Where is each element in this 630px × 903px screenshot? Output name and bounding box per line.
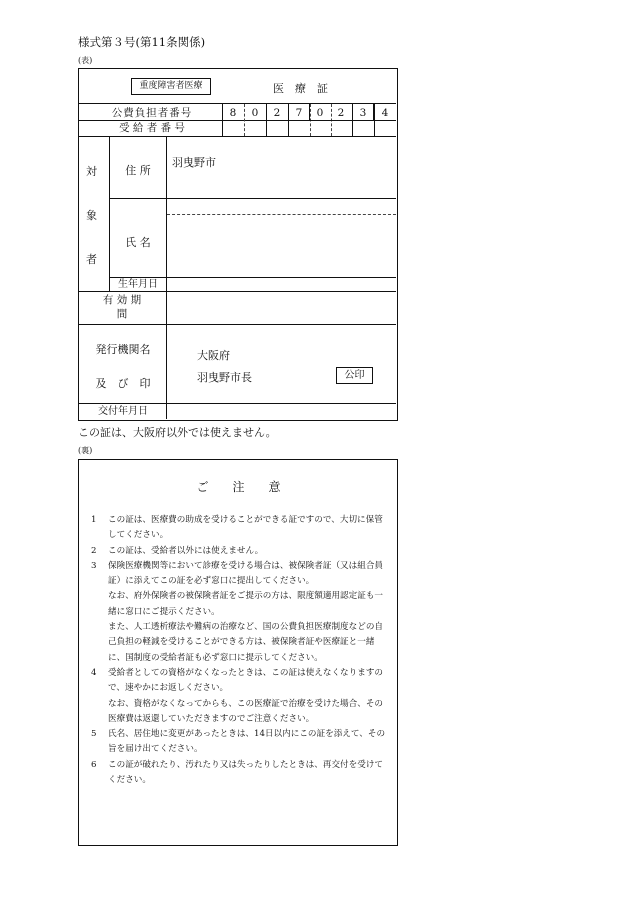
recipient-number-label: 受 給 者 番 号 bbox=[119, 122, 185, 134]
item-number: 6 bbox=[91, 759, 97, 770]
birth-date-label: 生年月日 bbox=[118, 279, 158, 290]
subject-char: 象 bbox=[86, 209, 97, 222]
item-number: 1 bbox=[91, 515, 97, 525]
back-label: (裏) bbox=[78, 446, 93, 455]
item-number: 2 bbox=[91, 545, 97, 556]
item-text: 受給者としての資格がなくなったときは、この証は使えなくなりますので、速やかにお返しください。 bbox=[108, 667, 384, 694]
item-text: この証は、受給者以外には使えません。 bbox=[108, 545, 264, 556]
payer-digit: 0 bbox=[251, 107, 259, 119]
list-item bbox=[91, 544, 391, 559]
item-number: 5 bbox=[91, 729, 97, 740]
notice-title: ご 注 意 bbox=[196, 480, 281, 494]
item-text: また、人工透析療法や難病の治療など、国の公費負担医療制度などの自己負担の軽減を受けることができる方は、被保険者証や医療証と一緒に、国制度の受給者証も必ず窓口に提示してください。 bbox=[108, 622, 384, 663]
payer-digit: 3 bbox=[359, 107, 367, 119]
list-item bbox=[91, 758, 391, 789]
card-title: 医 療 証 bbox=[273, 82, 328, 95]
payer-digit: 0 bbox=[316, 107, 324, 119]
payer-digit: 8 bbox=[229, 107, 237, 119]
list-item bbox=[91, 513, 391, 544]
address-label: 住 所 bbox=[125, 164, 151, 177]
payer-digit: 7 bbox=[295, 107, 303, 119]
list-item bbox=[91, 666, 391, 727]
item-number: 3 bbox=[91, 560, 97, 571]
item-text: 氏名、居住地に変更があったときは、14日以内にこの証を添えて、その旨を届け出てください。 bbox=[108, 729, 386, 755]
item-text: なお、資格がなくなってからも、この医療証で治療を受けた場合、その医療費は返還していただきますのでご注意ください。 bbox=[108, 698, 384, 724]
notice-list bbox=[91, 513, 391, 788]
program-badge: 重度障害者医療 bbox=[131, 78, 211, 95]
form-title: 様式第３号(第11条関係) bbox=[78, 35, 206, 49]
name-label: 氏 名 bbox=[125, 236, 151, 249]
issuer-mayor: 羽曳野市長 bbox=[197, 371, 252, 384]
issuer-label: 及 び 印 bbox=[95, 377, 151, 390]
item-text: この証は、医療費の助成を受けることができる証ですので、大切に保管してください。 bbox=[108, 515, 383, 541]
list-item bbox=[91, 559, 391, 666]
official-seal: 公印 bbox=[336, 367, 373, 384]
subject-char: 者 bbox=[86, 253, 97, 266]
item-number: 4 bbox=[91, 667, 97, 678]
front-note: この証は、大阪府以外では使えません。 bbox=[78, 426, 277, 439]
issuer-label: 発行機関名 bbox=[95, 343, 151, 356]
payer-number-label: 公費負担者番号 bbox=[111, 107, 193, 119]
address-value: 羽曳野市 bbox=[172, 156, 216, 169]
payer-digit: 2 bbox=[273, 107, 281, 119]
issuer-name: 大阪府 bbox=[197, 349, 230, 362]
item-text: 保険医療機関等において診療を受ける場合は、被保険者証（又は組合員証）に添えてこの証を必ず窓口に提出してください。 bbox=[108, 560, 384, 587]
item-text: なお、府外保険者の被保険者証をご提示の方は、限度額適用認定証も一緒に窓口にご提示ください。 bbox=[108, 591, 384, 617]
list-item bbox=[91, 727, 391, 758]
payer-digit: 2 bbox=[337, 107, 345, 119]
front-label: (表) bbox=[78, 56, 93, 65]
payer-digit: 4 bbox=[381, 107, 389, 119]
issue-date-label: 交付年月日 bbox=[98, 406, 148, 417]
item-text: この証が破れたり、汚れたり又は失ったりしたときは、再交付を受けてください。 bbox=[108, 759, 384, 786]
subject-char: 対 bbox=[86, 165, 97, 178]
validity-label: 有 効 期 間 bbox=[102, 294, 142, 320]
